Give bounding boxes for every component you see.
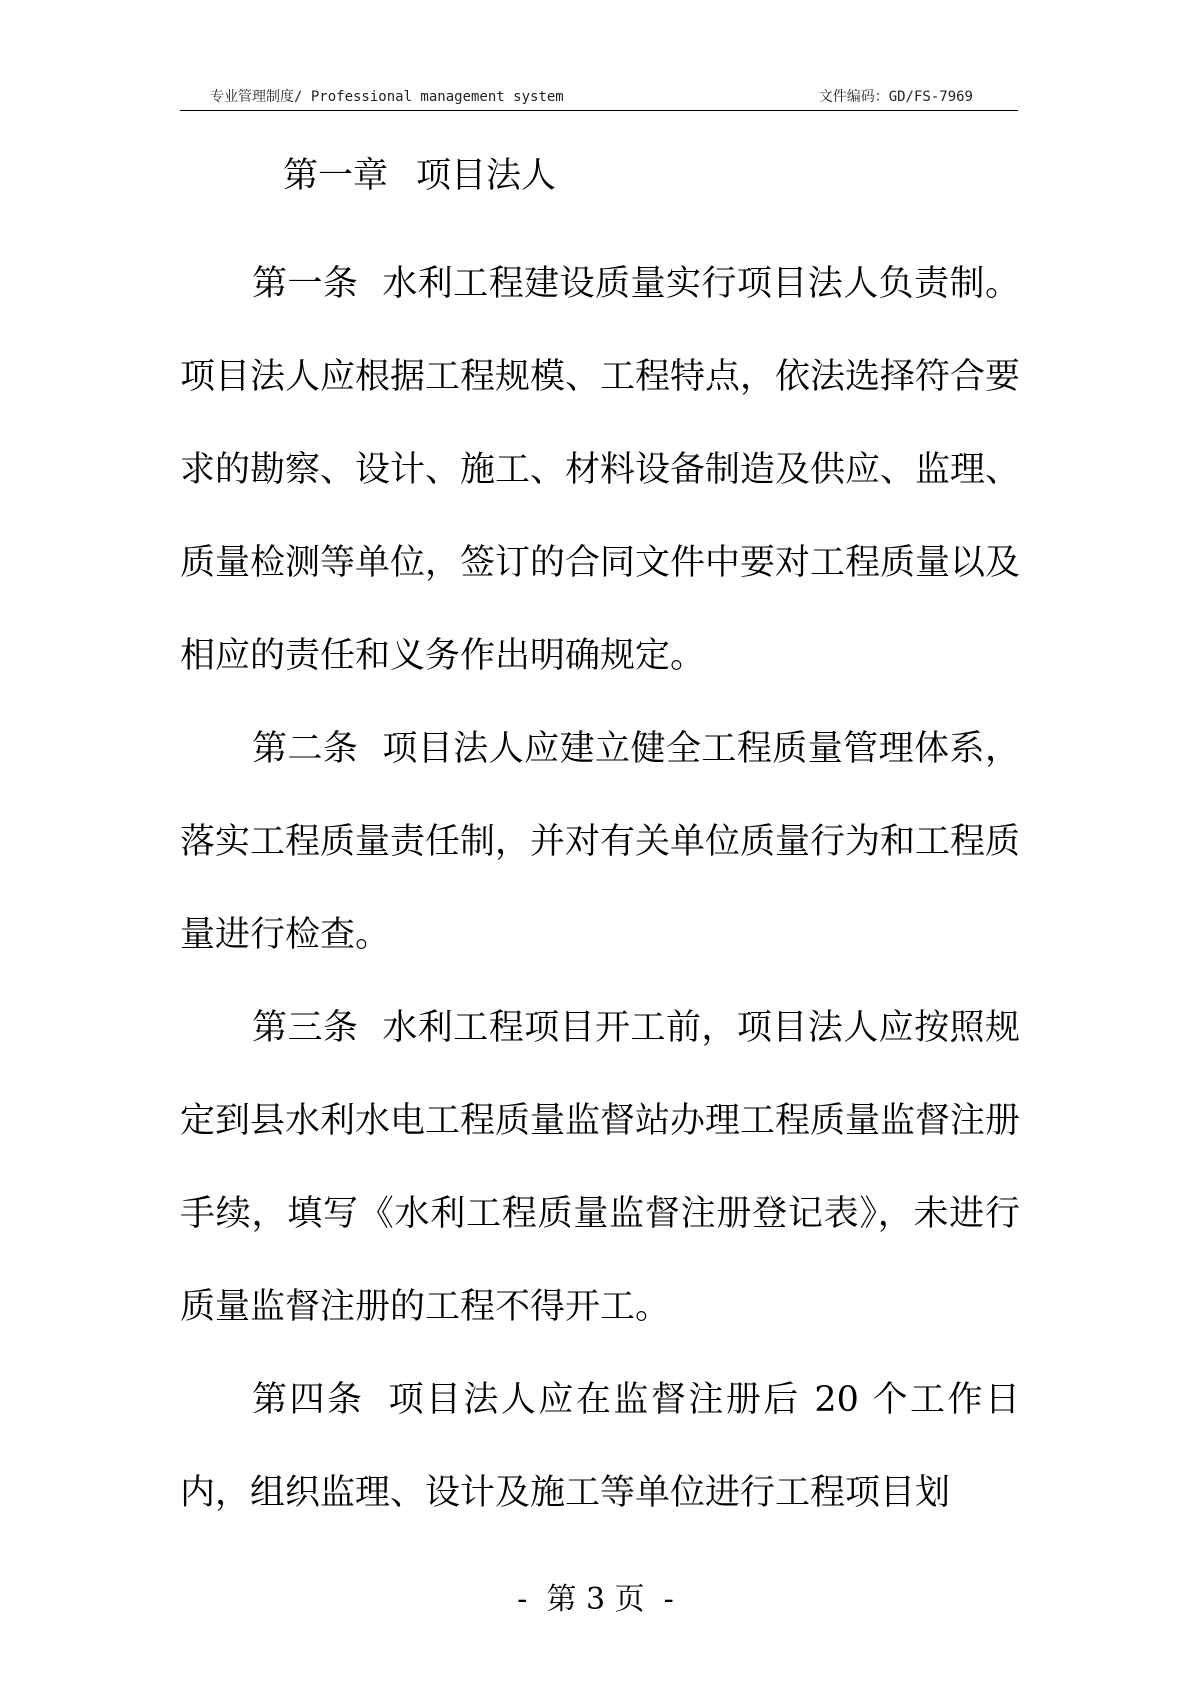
- chapter-number: 第一章: [283, 156, 389, 196]
- chapter-title: 项目法人: [416, 156, 557, 196]
- article-4: [180, 1354, 1020, 1540]
- article-text: 水利工程建设质量实行项目法人负责制。项目法人应根据工程规模、工程特点，依法选择符合要求的勘察、设计、施工、材料设备制造及供应、监理、质量检测等单位，签订的合同文件中要对工程质量以及相应的责任和义务作出明确规定。: [180, 264, 1021, 676]
- header-divider: [180, 110, 1018, 111]
- document-body: [180, 238, 1020, 1540]
- article-label: 第三条: [252, 1008, 359, 1048]
- page-header: [180, 86, 1018, 110]
- article-label: 第四条: [252, 1380, 365, 1420]
- article-1: [180, 238, 1020, 703]
- article-3: [180, 982, 1020, 1354]
- article-text: 水利工程项目开工前，项目法人应按照规定到县水利水电工程质量监督站办理工程质量监督注册手续，填写《水利工程质量监督注册登记表》，未进行质量监督注册的工程不得开工。: [180, 1008, 1021, 1327]
- article-2: [180, 703, 1020, 982]
- chapter-heading: [283, 150, 556, 202]
- article-label: 第二条: [252, 729, 359, 769]
- header-title: 专业管理制度/ Professional management system: [210, 89, 564, 105]
- article-text: 项目法人应在监督注册后 20 个工作日内，组织监理、设计及施工等单位进行工程项目划: [180, 1380, 1020, 1513]
- article-label: 第一条: [252, 264, 359, 304]
- article-text: 项目法人应建立健全工程质量管理体系，落实工程质量责任制，并对有关单位质量行为和工程质量进行检查。: [180, 729, 1021, 955]
- document-code: 文件编码：GD/FS-7969: [818, 89, 973, 105]
- page-number: - 第 3 页 -: [517, 1582, 674, 1617]
